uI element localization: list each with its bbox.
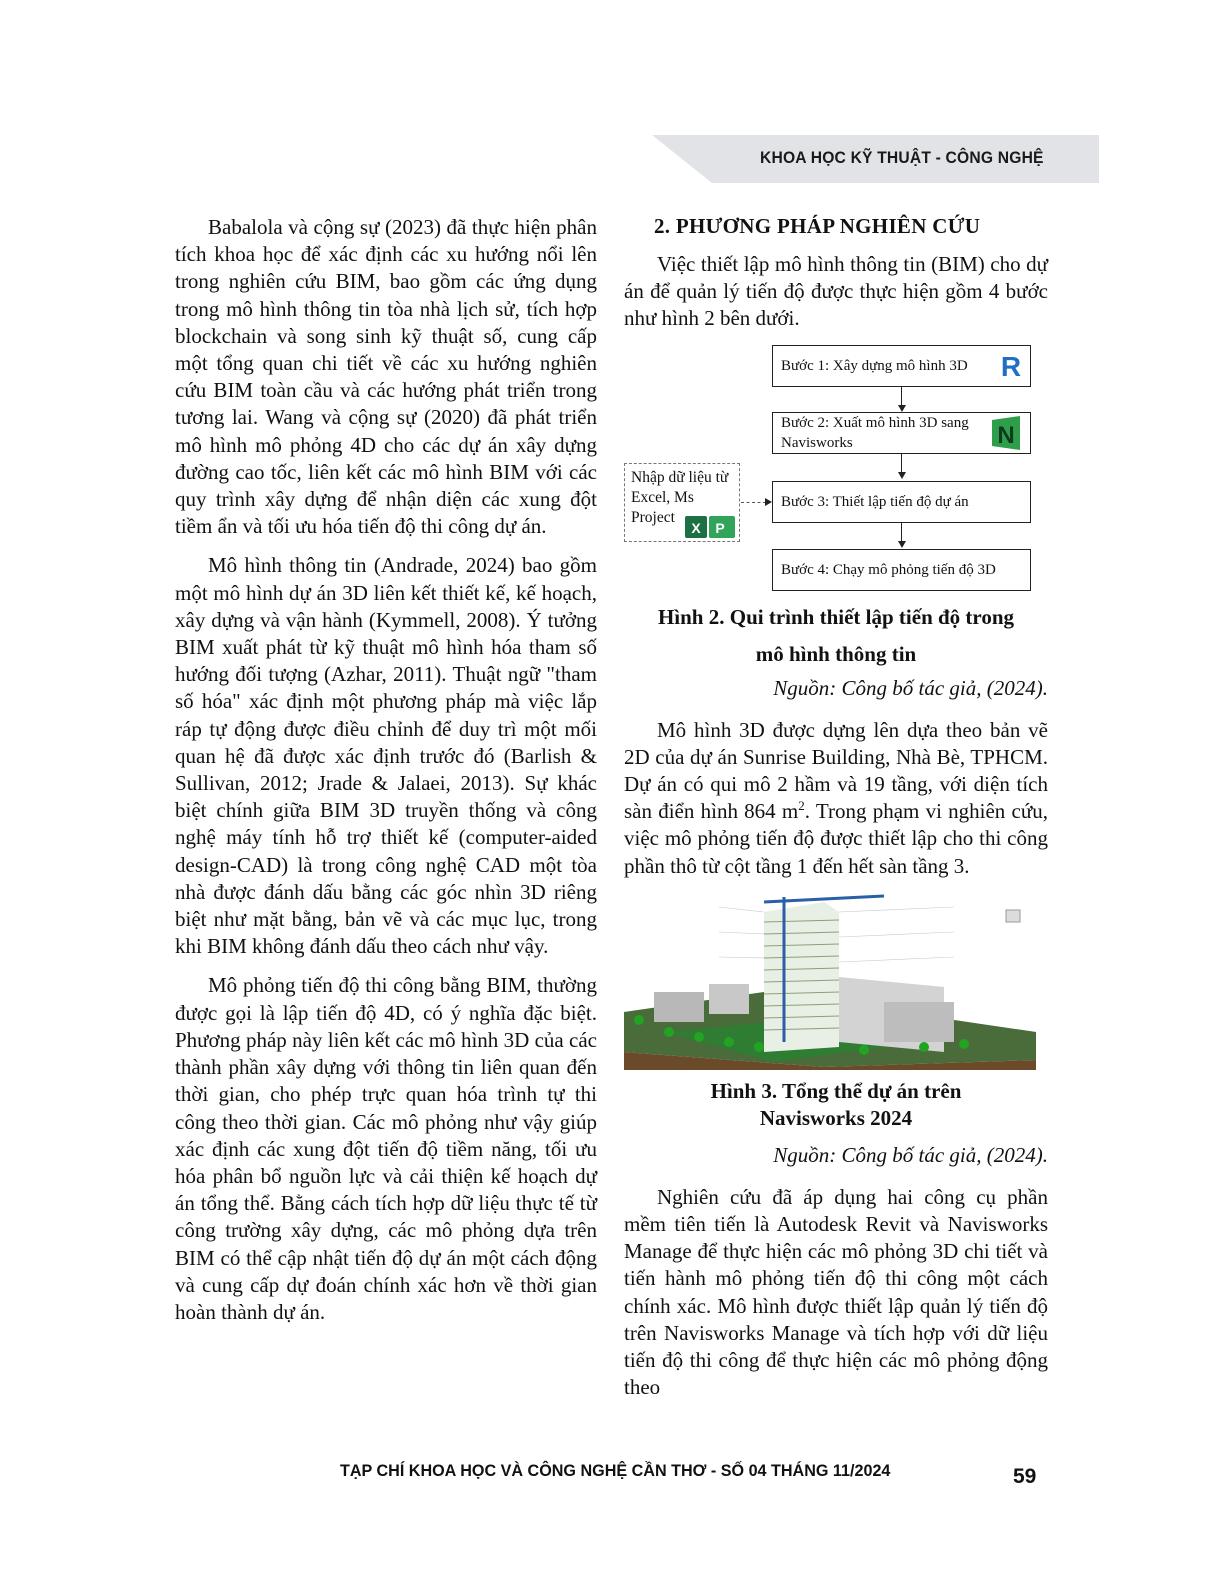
flow-step-4 bbox=[772, 549, 1031, 591]
figure-2-source: Nguồn: Công bố tác giả, (2024). bbox=[773, 675, 1048, 700]
section-header: KHOA HỌC KỸ THUẬT - CÔNG NGHỆ bbox=[760, 148, 1044, 167]
figure-2-caption: Hình 2. Qui trình thiết lập tiến độ trong bbox=[657, 604, 1015, 629]
section-title: 2. PHƯƠNG PHÁP NGHIÊN CỨU bbox=[654, 214, 981, 238]
revit-icon bbox=[1000, 351, 1022, 381]
data-import-note: Nhập dữ liệu từ Excel, Ms Project X P bbox=[624, 463, 740, 542]
flow-step-3-label: Bước 3: Thiết lập tiến độ dự án bbox=[781, 493, 969, 510]
flow-step-2-label: Bước 2: Xuất mô hình 3D sang Navisworks bbox=[781, 414, 969, 451]
svg-text:R: R bbox=[1000, 350, 1022, 381]
figure-3-caption-line2: Navisworks 2024 bbox=[759, 1105, 913, 1130]
paragraph: Mô hình thông tin (Andrade, 2024) bao gồm một mô hình dự án 3D liên kết thiết kế, kế hoạch, xây dựng và vận hành (Kymmell, 2008). Ý tưởng BIM xuất phát từ kỹ thuật mô hình hóa tham số hướng đối tượng (Azhar, 2011). Thuật ngữ "tham số hóa" xác định một phương pháp mà việc lắp ráp tự động được điều chỉnh để duy trì một mối quan hệ đã được xác định trước đó (Barlish & Sullivan, 2012; Jrade & Jalaei, 2013). Sự khác biệt chính giữa BIM 3D truyền thống và công nghệ máy tính hỗ trợ thiết kế (computer-aided design-CAD) là trong công nghệ CAD một tòa nhà được đánh dấu bằng các góc nhìn 3D riêng biệt như mặt bằng, bản vẽ và các mục lục, trong khi BIM không đánh dấu theo cách như vậy. bbox=[175, 553, 597, 959]
journal-footer: TẠP CHÍ KHOA HỌC VÀ CÔNG NGHỆ CẦN THƠ - SỐ 04 THÁNG 11/2024 bbox=[340, 1461, 891, 1480]
flow-step-1 bbox=[772, 345, 1031, 387]
figure-3-source: Nguồn: Công bố tác giả, (2024). bbox=[773, 1142, 1048, 1167]
figure-2-caption-line2: mô hình thông tin bbox=[755, 641, 917, 666]
paragraph: Nghiên cứu đã áp dụng hai công cụ phần mềm tiên tiến là Autodesk Revit và Navisworks Manage để thực hiện các mô phỏng 3D chi tiết và tiến hành mô phỏng tiến độ thi công một cách chính xác. Mô hình được thiết lập quản lý tiến độ trên Navisworks Manage và tích hợp với dữ liệu tiến độ thi công để thực hiện các mô phỏng động theo bbox=[624, 1184, 1048, 1400]
svg-text:P: P bbox=[715, 519, 725, 536]
flow-step-2 bbox=[772, 412, 1031, 454]
flow-step-3 bbox=[772, 481, 1031, 523]
figure-2-flowchart bbox=[624, 345, 1048, 597]
excel-icon bbox=[685, 516, 707, 544]
left-column bbox=[175, 214, 597, 1338]
paragraph: Mô phỏng tiến độ thi công bằng BIM, thường được gọi là lập tiến độ 4D, có ý nghĩa đặc biệt. Phương pháp này liên kết các mô hình 3D của các thành phần xây dựng với thông tin liên quan đến thời gian, cho phép trực quan hóa trình tự thi công theo thời gian. Các mô phỏng như vậy giúp xác định các xung đột tiến độ tiềm năng, tối ưu hóa phân bổ nguồn lực và cải thiện kế hoạch dự án tổng thể. Bằng cách tích hợp dữ liệu thực tế từ công trường xây dựng, các mô phỏng dựa trên BIM có thể cập nhật tiến độ dự án một cách động và cung cấp dự đoán chính xác hơn về thời gian hoàn thành dự án. bbox=[175, 973, 597, 1324]
navisworks-icon bbox=[990, 416, 1022, 450]
right-column bbox=[624, 214, 1048, 1413]
paragraph: Babalola và cộng sự (2023) đã thực hiện phân tích khoa học để xác định các xu hướng nổi lên trong nghiên cứu BIM, bao gồm các ứng dụng trong mô hình thông tin tòa nhà lịch sử, tích hợp blockchain và song sinh kỹ thuật số, cung cấp một tổng quan chi tiết về các xu hướng nghiên cứu BIM toàn cầu và các hướng phát triển trong tương lai. Wang và cộng sự (2020) đã phát triển mô hình mô phỏng 4D cho các dự án xây dựng đường cao tốc, liên kết các mô hình BIM với các quy trình xây dựng để nhận diện các xung đột tiềm ẩn và tối ưu hóa tiến độ thi công dự án. bbox=[175, 215, 597, 539]
paragraph: Mô hình 3D được dựng lên dựa theo bản vẽ 2D của dự án Sunrise Building, Nhà Bè, TPHCM. Dự án có qui mô 2 hầm và 19 tầng, với diện tích sàn điển hình 864 $m^2$. Trong phạm vi nghiên cứu, việc mô phỏng tiến độ được thiết lập cho thi công phần thô từ cột tầng 1 đến hết sàn tầng 3. bbox=[624, 717, 1048, 878]
paragraph: Việc thiết lập mô hình thông tin (BIM) cho dự án để quản lý tiến độ được thực hiện gồm 4 bước như hình 2 bên dưới. bbox=[624, 252, 1048, 331]
figure-3-building-render bbox=[624, 892, 1036, 1070]
flow-step-4-label: Bước 4: Chạy mô phỏng tiến độ 3D bbox=[781, 561, 996, 578]
page-number: 59 bbox=[1013, 1465, 1037, 1488]
flow-step-1-label: Bước 1: Xây dựng mô hình 3D bbox=[781, 357, 968, 374]
svg-text:N: N bbox=[997, 421, 1015, 449]
svg-text:X: X bbox=[691, 519, 701, 536]
ms-project-icon bbox=[709, 516, 735, 544]
figure-3-caption: Hình 3. Tổng thể dự án trên bbox=[710, 1078, 962, 1103]
